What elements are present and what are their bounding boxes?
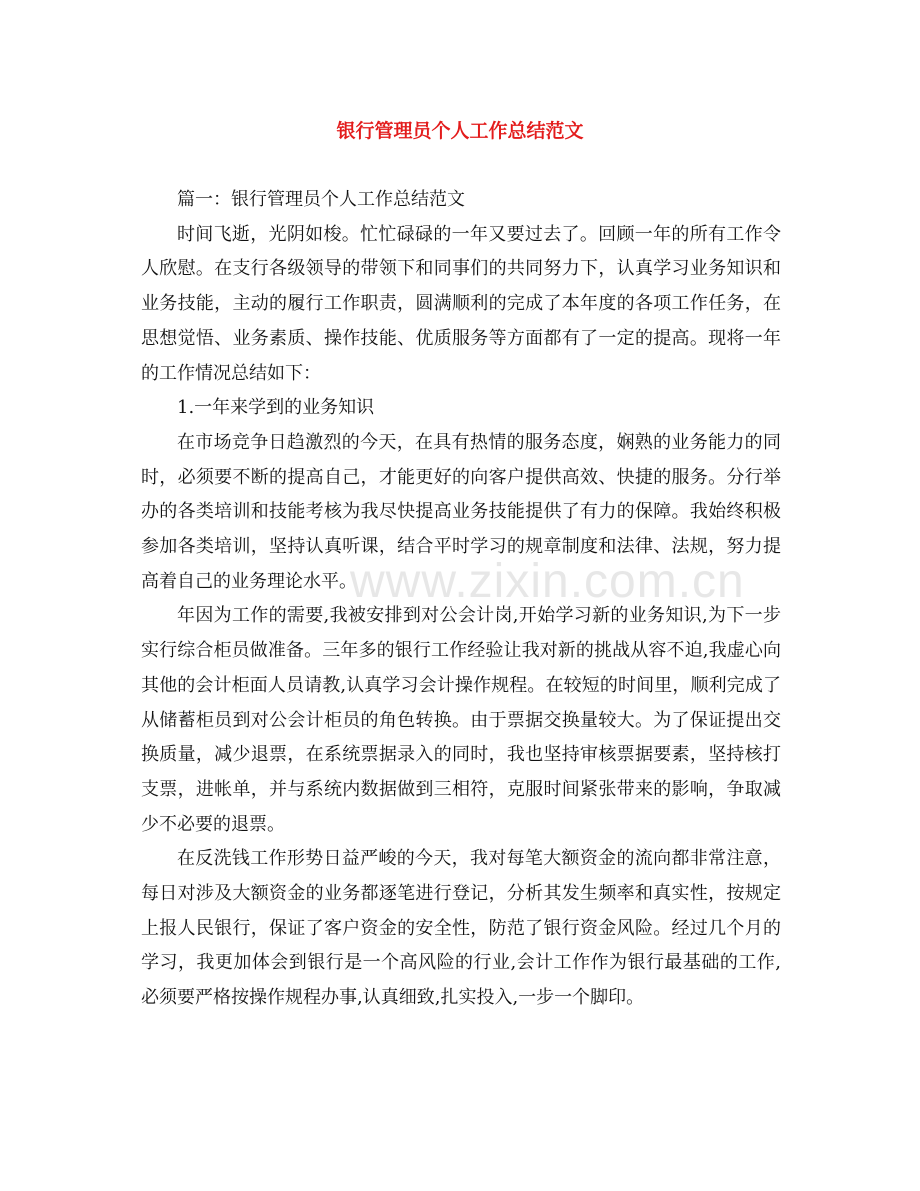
document-body [141, 183, 781, 1016]
body-paragraph: 时间飞逝，光阴如梭。忙忙碌碌的一年又要过去了。回顾一年的所有工作令人欣慰。在支行各级领导的带领下和同事们的共同努力下，认真学习业务知识和业务技能，主动的履行工作职责，圆满顺利的完成了本年度的各项工作任务，在思想觉悟、业务素质、操作技能、优质服务等方面都有了一定的提高。现将一年的工作情况总结如下： [141, 223, 781, 384]
section-heading: 篇一：银行管理员个人工作总结范文 [177, 189, 465, 210]
body-paragraph: 年因为工作的需要,我被安排到对公会计岗,开始学习新的业务知识,为下一步实行综合柜员做准备。三年多的银行工作经验让我对新的挑战从容不迫,我虚心向其他的会计柜面人员请教,认真学习会计操作规程。在较短的时间里，顺利完成了从储蓄柜员到对公会计柜员的角色转换。由于票据交换量较大。为了保证提出交换质量，减少退票，在系统票据录入的同时，我也坚持审核票据要素，坚持核打支票，进帐单，并与系统内数据做到三相符，克服时间紧张带来的影响，争取减少不必要的退票。 [141, 605, 781, 835]
subsection-heading: 1.一年来学到的业务知识 [177, 397, 375, 419]
body-paragraph: 在市场竞争日趋激烈的今天，在具有热情的服务态度，娴熟的业务能力的同时，必须要不断的提高自己，才能更好的向客户提供高效、快捷的服务。分行举办的各类培训和技能考核为我尽快提高业务技能提供了有力的保障。我始终积极参加各类培训，坚持认真听课，结合平时学习的规章制度和法律、法规，努力提高着自己的业务理论水平。 [141, 431, 781, 592]
body-paragraph: 在反洗钱工作形势日益严峻的今天，我对每笔大额资金的流向都非常注意，每日对涉及大额资金的业务都逐笔进行登记，分析其发生频率和真实性，按规定上报人民银行，保证了客户资金的安全性，防范了银行资金风险。经过几个月的学习，我更加体会到银行是一个高风险的行业,会计工作作为银行最基础的工作,必须要严格按操作规程办事,认真细致,扎实投入,一步一个脚印。 [141, 848, 781, 1009]
document-title: 银行管理员个人工作总结范文 [336, 120, 584, 142]
watermark: www.zixin.com.cn [350, 555, 745, 608]
